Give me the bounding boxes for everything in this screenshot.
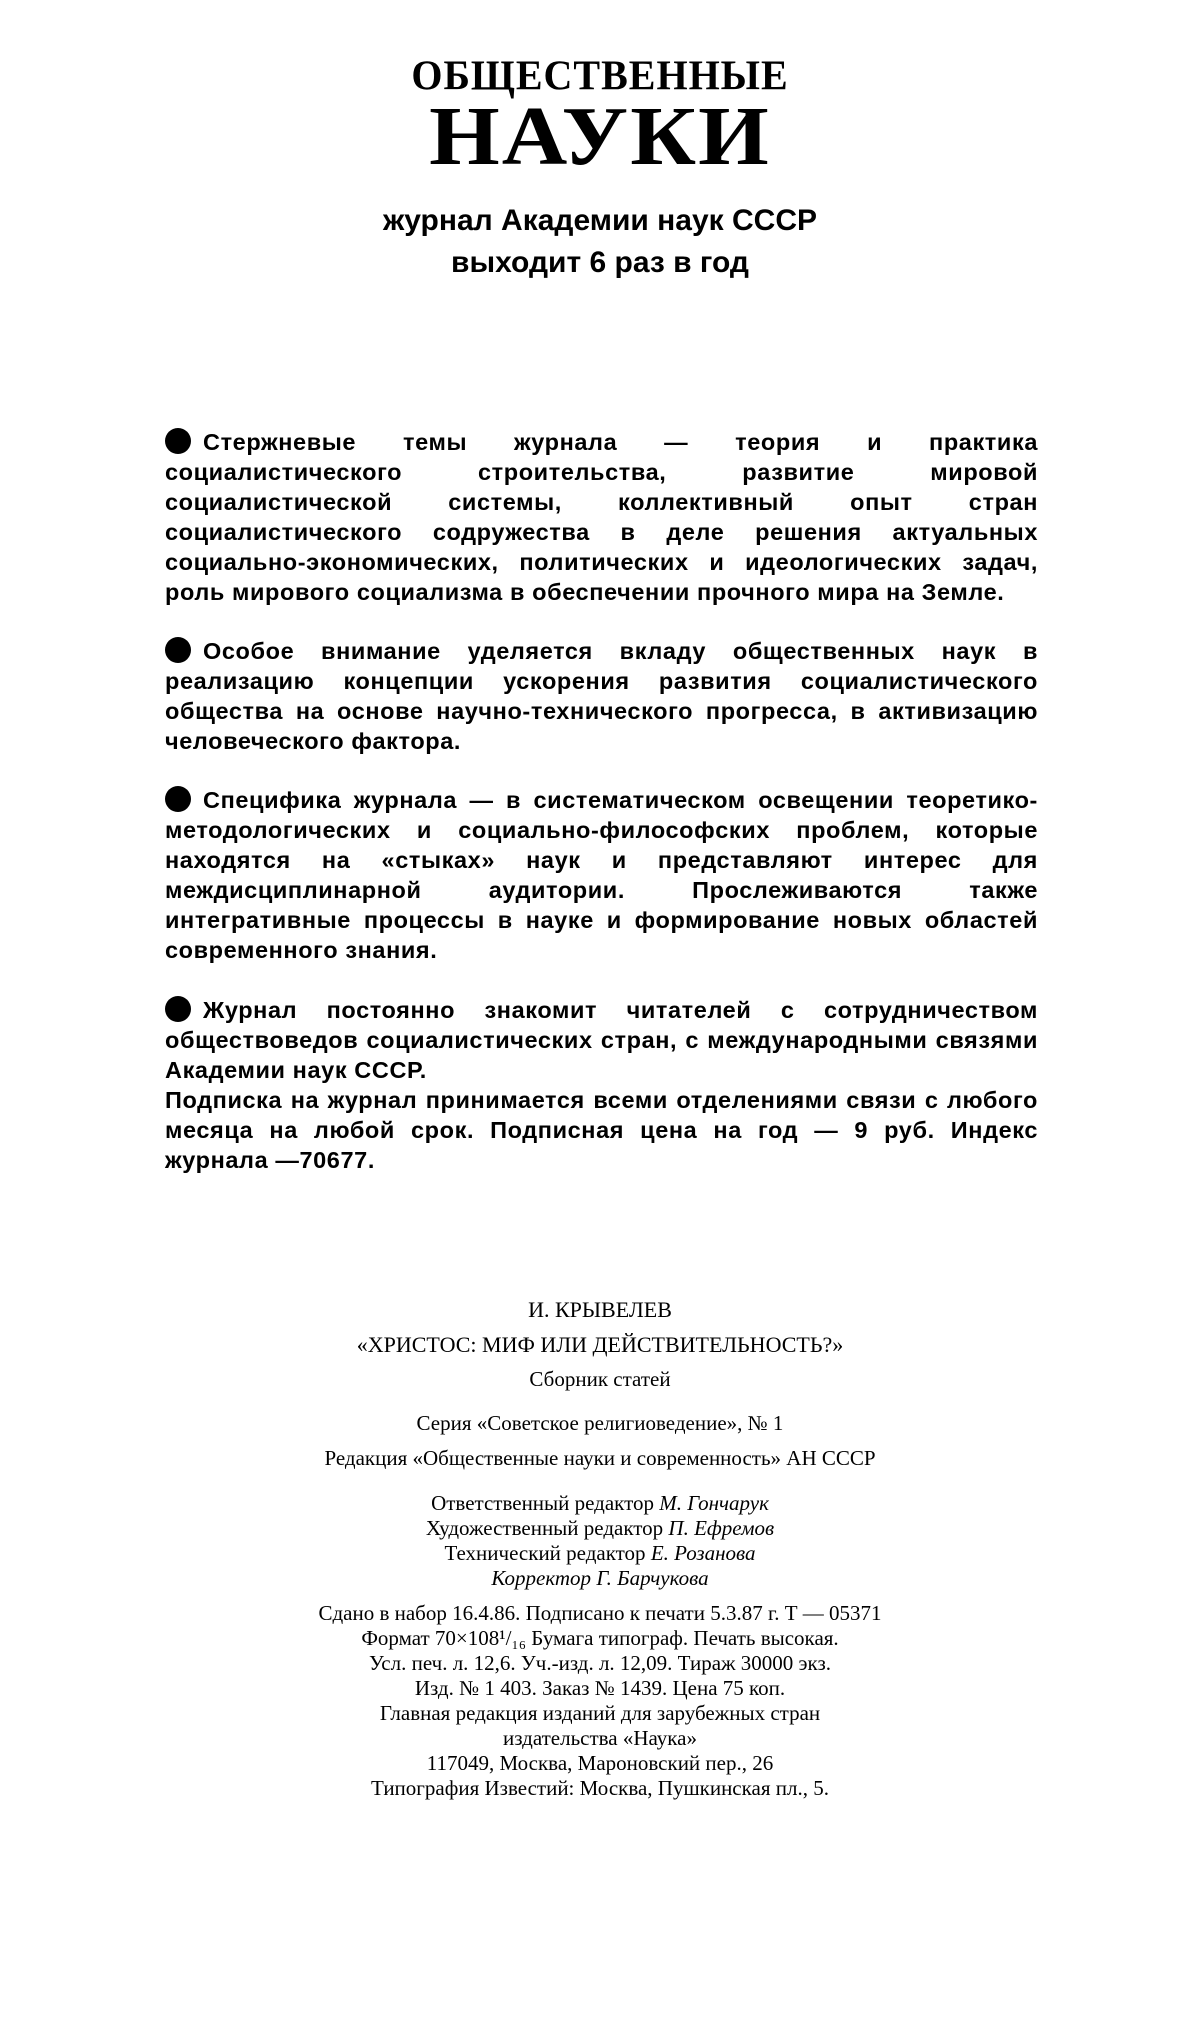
editorial-office: Редакция «Общественные науки и современность» АН СССР bbox=[324, 1446, 876, 1470]
bullet-icon bbox=[165, 428, 191, 454]
print-detail-line: издательства «Наука» bbox=[502, 1726, 697, 1750]
masthead-title: НАУКИ bbox=[429, 90, 771, 183]
book-title: «ХРИСТОС: МИФ ИЛИ ДЕЙСТВИТЕЛЬНОСТЬ?» bbox=[356, 1332, 844, 1357]
paragraph-cooperation bbox=[165, 995, 1038, 1175]
paragraph-specifics bbox=[165, 785, 1038, 965]
print-detail-line: Типография Известий: Москва, Пушкинская пл., 5. bbox=[371, 1776, 829, 1800]
staff-line: Корректор Г. Барчукова bbox=[491, 1566, 709, 1590]
print-detail-line: 117049, Москва, Мароновский пер., 26 bbox=[426, 1751, 774, 1775]
print-details bbox=[0, 1601, 1200, 1801]
paragraph-text: Журнал постоянно знакомит читателей с сотрудничеством обществоведов социалистических стран, с международными связями Академии наук СССР. bbox=[165, 997, 1038, 1083]
print-detail-line: Усл. печ. л. 12,6. Уч.-изд. л. 12,09. Тираж 30000 экз. bbox=[368, 1651, 832, 1675]
subscription-info: Подписка на журнал принимается всеми отделениями связи с любого месяца на любой срок. Подписная цена на год — 9 руб. Индекс журнала —70677. bbox=[165, 1087, 1038, 1173]
paragraph-text: Особое внимание уделяется вкладу общественных наук в реализацию концепции ускорения развития социалистического общества на основе научно-технического прогресса, в активизацию человеческого фактора. bbox=[165, 638, 1038, 754]
book-author: И. КРЫВЕЛЕВ bbox=[528, 1297, 672, 1322]
print-detail-line: Сдано в набор 16.4.86. Подписано к печати 5.3.87 г. Т — 05371 bbox=[318, 1601, 882, 1625]
staff-line: Ответственный редактор М. Гончарук bbox=[431, 1491, 769, 1515]
print-detail-line: Формат 70×108¹/₁₆ Бумага типограф. Печать высокая. bbox=[361, 1626, 839, 1650]
paragraph-core-themes bbox=[165, 427, 1038, 607]
editorial-staff bbox=[0, 1491, 1200, 1591]
bullet-icon bbox=[165, 786, 191, 812]
print-detail-line: Изд. № 1 403. Заказ № 1439. Цена 75 коп. bbox=[414, 1676, 786, 1700]
bullet-icon bbox=[165, 996, 191, 1022]
book-series: Серия «Советское религиоведение», № 1 bbox=[416, 1411, 784, 1435]
staff-line: Художественный редактор П. Ефремов bbox=[425, 1516, 775, 1540]
paragraph-special-attention bbox=[165, 636, 1038, 756]
print-detail-line: Главная редакция изданий для зарубежных стран bbox=[379, 1701, 821, 1725]
book-kind: Сборник статей bbox=[529, 1367, 671, 1391]
publication-frequency: выходит 6 раз в год bbox=[451, 246, 749, 279]
paragraph-text: Специфика журнала — в систематическом освещении теоретико-методологических и социально-философских проблем, которые находятся на «стыках» наук и представляют интерес для междисциплинарной аудитории. Прослеживаются также интегративные процессы в науке и формирование новых областей современного знания. bbox=[165, 787, 1038, 963]
bullet-icon bbox=[165, 637, 191, 663]
journal-subtitle: журнал Академии наук СССР bbox=[382, 204, 818, 237]
paragraph-text: Стержневые темы журнала — теория и практика социалистического строительства, развитие мировой социалистической системы, коллективный опыт стран социалистического содружества в деле решения актуальных социально-экономических, политических и идеологических задач, роль мирового социализма в обеспечении прочного мира на Земле. bbox=[165, 429, 1038, 605]
staff-line: Технический редактор Е. Розанова bbox=[444, 1541, 756, 1565]
masthead-top: ОБЩЕСТВЕННЫЕ bbox=[411, 51, 789, 100]
